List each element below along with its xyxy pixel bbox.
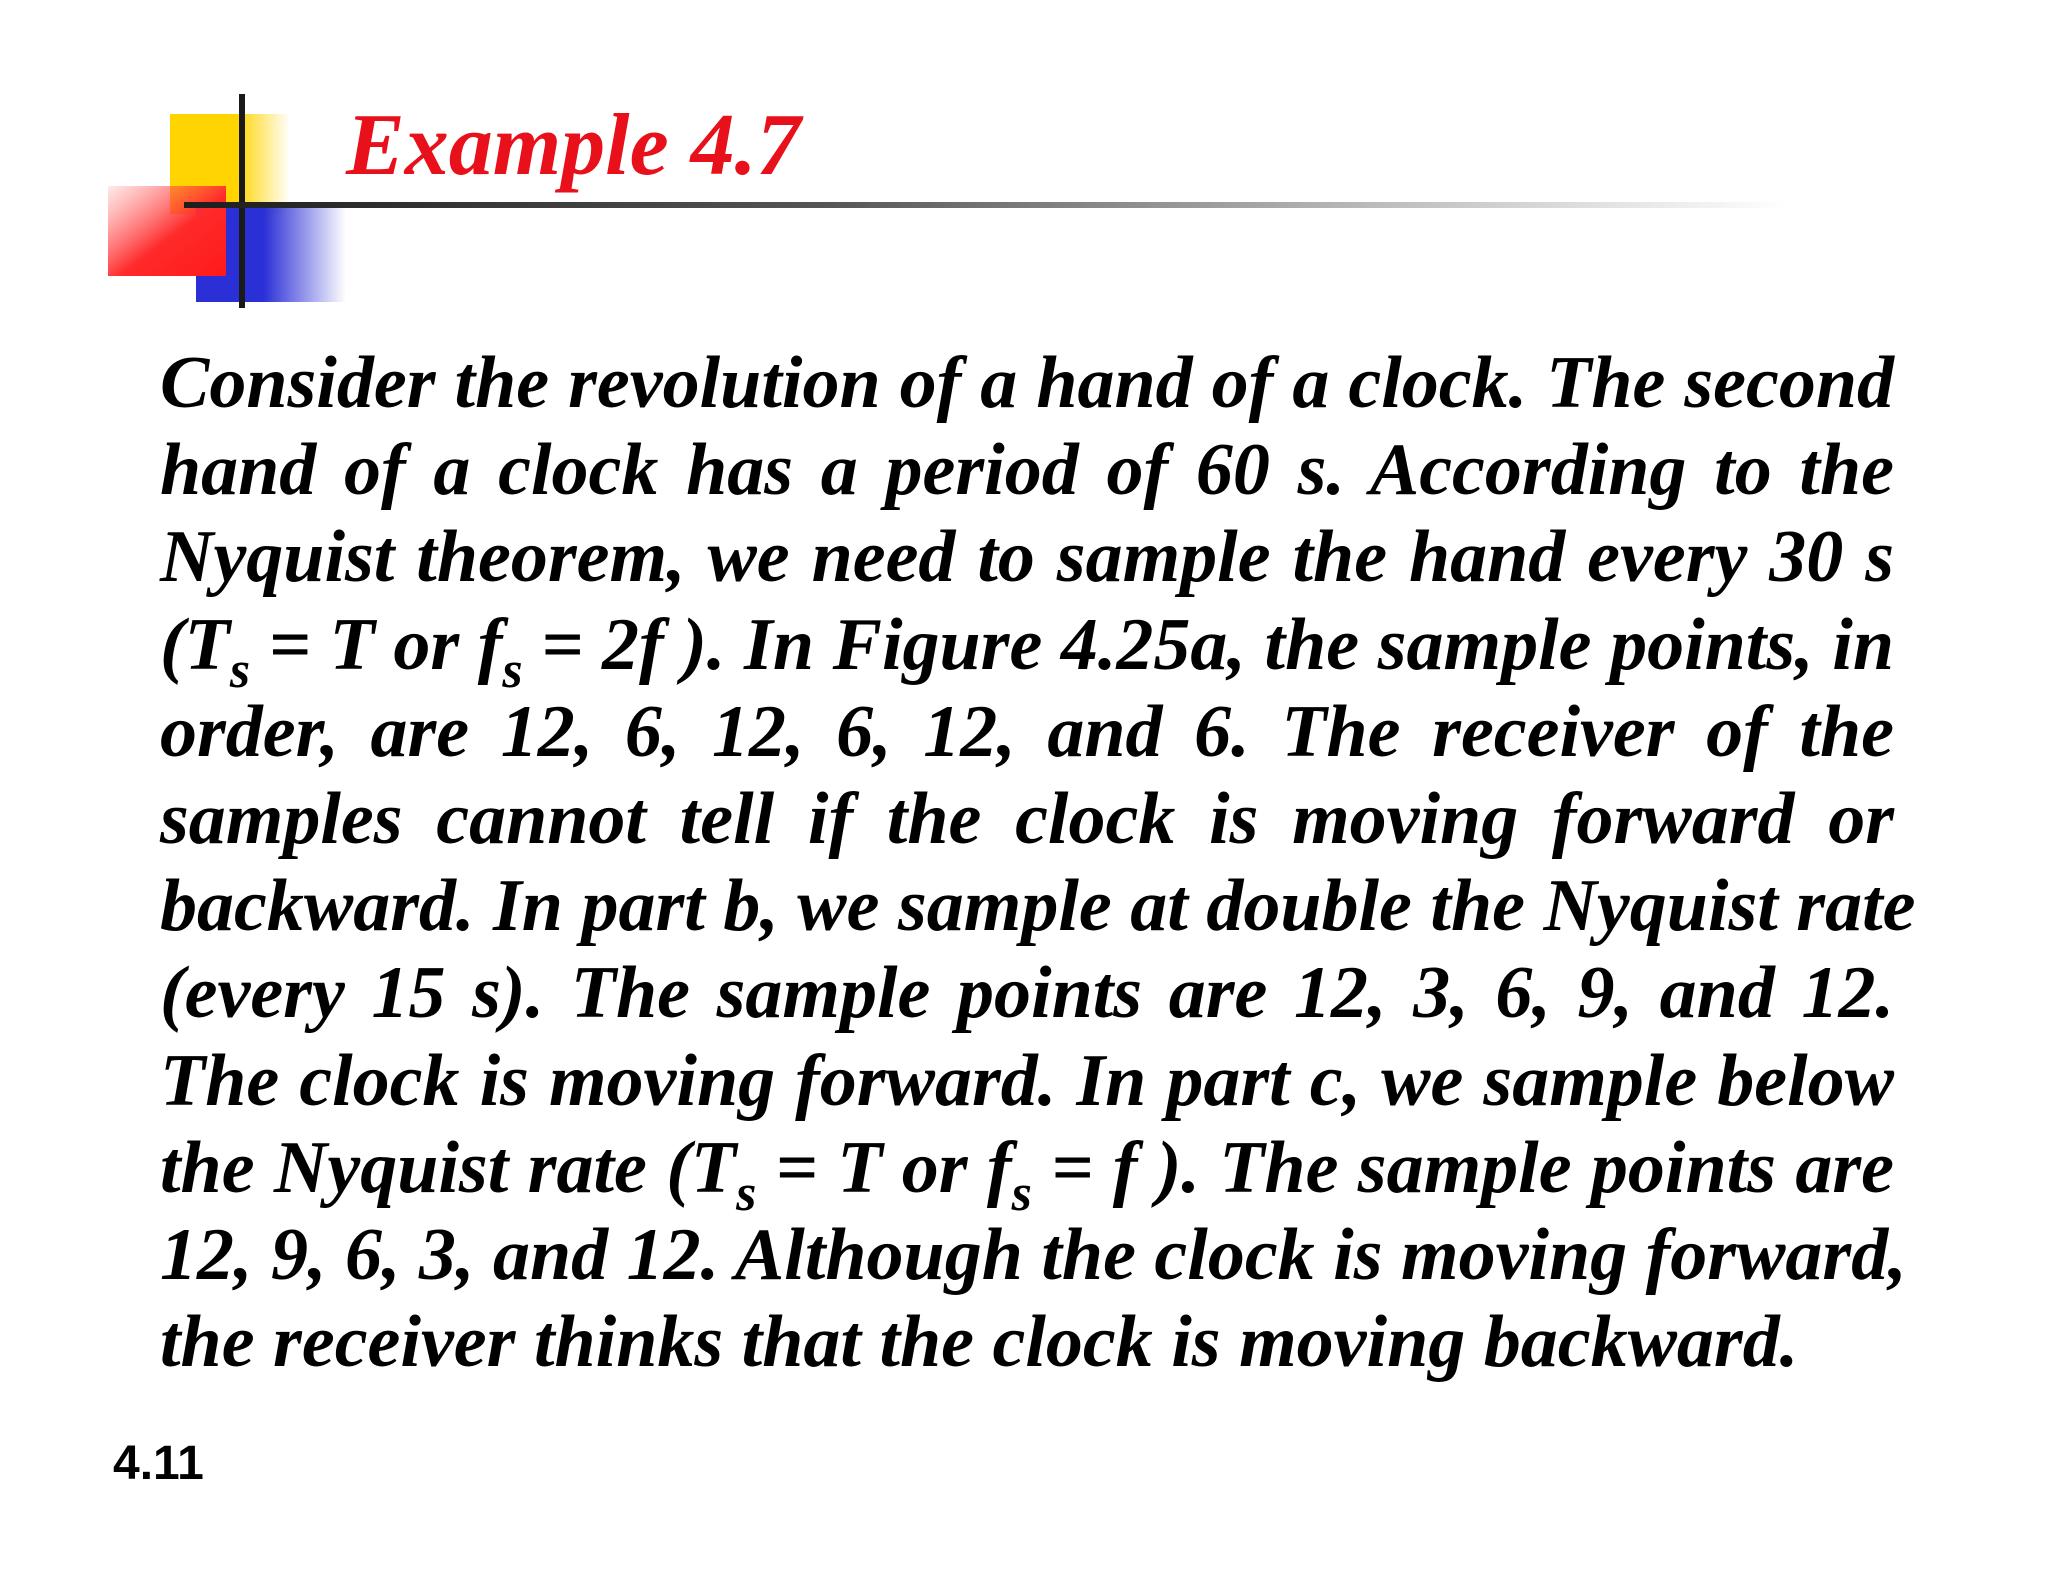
line-text: The clock is moving forward. In part c, we sample below [160, 1039, 1894, 1122]
line-text: (every 15 s). The sample points are 12, 3, 6, 9, and 12. [160, 952, 1894, 1035]
line-text: order, are 12, 6, 12, 6, 12, and 6. The receiver of the [160, 690, 1894, 773]
title-underline [185, 202, 1785, 208]
line-text: (T [160, 603, 230, 686]
red-square [108, 186, 226, 276]
page-number: 4.11 [113, 1437, 204, 1490]
line-text: the receiver thinks that the clock is moving backward. [160, 1301, 1799, 1384]
line-text: = T or f [756, 1126, 1012, 1209]
line-text: 12, 9, 6, 3, and 12. Although the clock is moving forward, [160, 1213, 1907, 1296]
body-line [160, 1299, 1894, 1386]
body-line [160, 1125, 1894, 1222]
line-text: Nyquist theorem, we need to sample the hand every 30 s [160, 516, 1894, 599]
body-line [160, 1038, 1894, 1125]
line-text: the Nyquist rate (T [160, 1126, 737, 1209]
line-text: = 2f ). In Figure 4.25a, the sample points, in [522, 603, 1894, 686]
body-line [160, 340, 1894, 427]
body-line [160, 776, 1894, 863]
body-line [160, 863, 1916, 950]
line-text: backward. In part b, we sample at double the Nyquist rate [160, 865, 1916, 948]
vertical-line [239, 94, 245, 308]
body-line [160, 689, 1894, 776]
body-line [160, 1212, 1907, 1299]
line-text: hand of a clock has a period of 60 s. According to the [160, 429, 1894, 512]
example-body [160, 340, 1916, 1386]
line-text: samples cannot tell if the clock is moving forward or [160, 777, 1894, 860]
body-line [160, 514, 1894, 601]
corner-decoration [0, 0, 400, 330]
subscript: s [229, 641, 251, 699]
line-text: = f ). The sample points are [1031, 1126, 1894, 1209]
body-line [160, 427, 1894, 514]
subscript: s [1011, 1164, 1032, 1222]
subscript: s [736, 1164, 757, 1222]
line-text: Consider the revolution of a hand of a clock. The second [160, 342, 1894, 424]
line-text: = T or f [250, 603, 503, 686]
slide-title: Example 4.7 [346, 97, 801, 194]
body-line [160, 950, 1894, 1037]
body-line [160, 602, 1894, 699]
subscript: s [502, 641, 523, 699]
